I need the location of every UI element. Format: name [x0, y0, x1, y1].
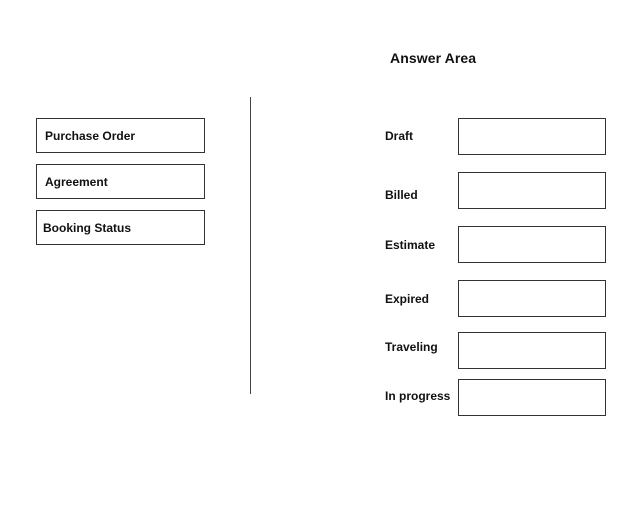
row-label-estimate: Estimate: [385, 238, 436, 252]
drop-target-expired[interactable]: [458, 280, 606, 317]
row-label-draft: Draft: [385, 129, 414, 143]
drop-target-estimate[interactable]: [458, 226, 606, 263]
answer-area-title: Answer Area: [390, 50, 477, 66]
row-label-in-progress: In progress: [385, 389, 451, 403]
source-item-agreement[interactable]: Agreement: [36, 164, 205, 199]
row-label-billed: Billed: [385, 188, 418, 202]
drop-target-in-progress[interactable]: [458, 379, 606, 416]
row-label-expired: Expired: [385, 292, 430, 306]
drop-target-billed[interactable]: [458, 172, 606, 209]
row-label-traveling: Traveling: [385, 340, 438, 354]
source-item-purchase-order[interactable]: Purchase Order: [36, 118, 205, 153]
drop-target-draft[interactable]: [458, 118, 606, 155]
drop-target-traveling[interactable]: [458, 332, 606, 369]
vertical-divider: [250, 97, 251, 394]
source-item-booking-status[interactable]: Booking Status: [36, 210, 205, 245]
